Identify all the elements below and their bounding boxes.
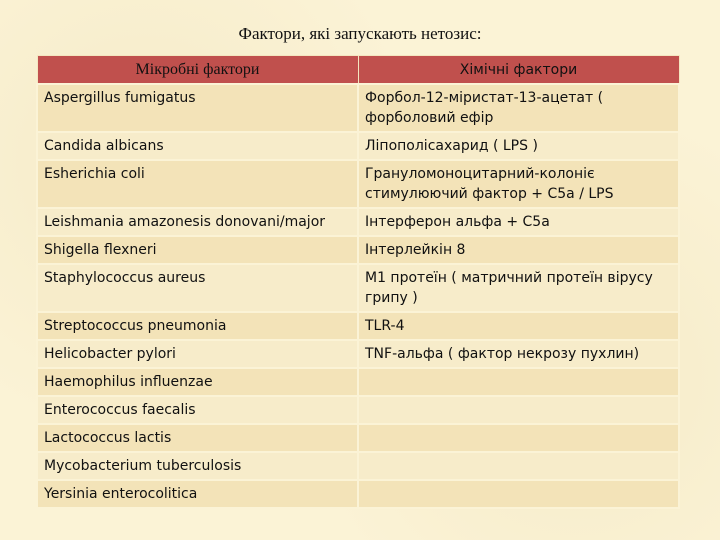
table-row <box>37 396 679 424</box>
cell-chemical: Грануломоноцитарний-колоніє стимулюючий фактор + C5a / LPS <box>358 160 679 208</box>
header-microbial: Мікробні фактори <box>37 56 358 85</box>
table-row <box>37 264 679 312</box>
table-row <box>37 236 679 264</box>
cell-chemical: Інтерферон альфа + C5a <box>358 208 679 236</box>
cell-chemical <box>358 368 679 396</box>
table-row <box>37 424 679 452</box>
cell-chemical: Форбол-12-міристат-13-ацетат ( форболовий ефір <box>358 84 679 132</box>
cell-microbial: Enterococcus faecalis <box>37 396 358 424</box>
cell-chemical <box>358 396 679 424</box>
cell-microbial: Shigella flexneri <box>37 236 358 264</box>
cell-chemical <box>358 452 679 480</box>
cell-microbial: Candida albicans <box>37 132 358 160</box>
table-row <box>37 480 679 508</box>
cell-microbial: Aspergillus fumigatus <box>37 84 358 132</box>
header-chemical: Хімічні фактори <box>358 56 679 85</box>
cell-microbial: Esherichia coli <box>37 160 358 208</box>
cell-microbial: Haemophilus influenzae <box>37 368 358 396</box>
cell-microbial: Staphylococcus aureus <box>37 264 358 312</box>
cell-chemical: Інтерлейкін 8 <box>358 236 679 264</box>
cell-microbial: Helicobacter pylori <box>37 340 358 368</box>
factors-table <box>36 55 680 509</box>
cell-microbial: Yersinia enterocolitica <box>37 480 358 508</box>
cell-microbial: Leishmania amazonesis donovani/major <box>37 208 358 236</box>
table-row <box>37 208 679 236</box>
cell-chemical: TNF-альфа ( фактор некрозу пухлин) <box>358 340 679 368</box>
cell-microbial: Lactococcus lactis <box>37 424 358 452</box>
cell-chemical: М1 протеїн ( матричний протеїн вірусу грипу ) <box>358 264 679 312</box>
table-row <box>37 452 679 480</box>
table-row <box>37 312 679 340</box>
table-row <box>37 368 679 396</box>
table-row <box>37 132 679 160</box>
table-row <box>37 84 679 132</box>
cell-microbial: Streptococcus pneumonia <box>37 312 358 340</box>
slide-title: Фактори, які запускають нетозис: <box>238 24 482 43</box>
cell-chemical: TLR-4 <box>358 312 679 340</box>
cell-microbial: Mycobacterium tuberculosis <box>37 452 358 480</box>
cell-chemical <box>358 424 679 452</box>
cell-chemical: Ліпополісахарид ( LPS ) <box>358 132 679 160</box>
cell-chemical <box>358 480 679 508</box>
table-row <box>37 340 679 368</box>
table-row <box>37 160 679 208</box>
table-header-row <box>37 56 679 85</box>
